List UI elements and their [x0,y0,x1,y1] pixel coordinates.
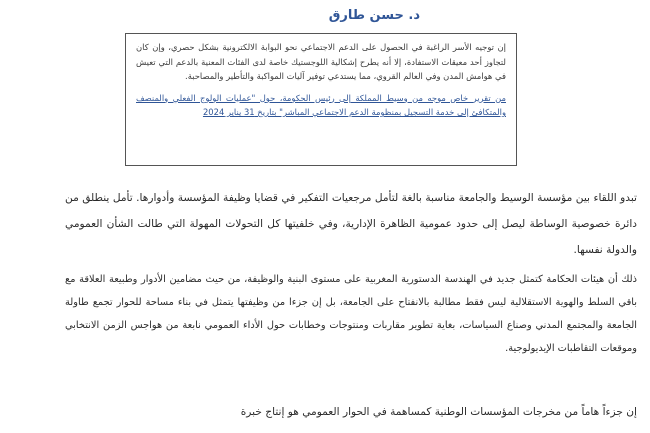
author-name: د. حسن طارق [328,8,420,23]
paragraph-2: ذلك أن هيئات الحكامة كتمثل جديد في الهندسة الدستورية المغربية على مستوى البنية والوظيفة، من حيث مضامين الأدوار وطبيعة العلاقة مع باقي السلط والهوية الاستقلالية ليس فقط مطالبة بالانفتاح على الجامعة، بل إن جزءا من وظيفتها يتمثل في بناء مساحة للحوار تجمع طاولة الجامعة والمجتمع المدني وصناع السياسات، بغاية تطوير مقاربات ومنتوجات وخطابات حول الأداء العمومي نابعة من هواجس الزمن الانتخابي وموقعات التقاطبات الإيديولوجية. [65,274,637,354]
quote-text: إن توجيه الأسر الراغبة في الحصول على الدعم الاجتماعي نحو البوابة الالكترونية بشكل حصري، وإن كان لتجاوز أحد معيقات الاستفادة، إلا أنه يطرح إشكالية اللوجستيك خاصة لدى الفئات المعنية بالدعم التي تعيش في هوامش المدن وفي العالم القروي، مما يستدعي توفير آليات المواكبة والتأطير والمصاحبة. [136,42,506,81]
paragraph-1: تبدو اللقاء بين مؤسسة الوسيط والجامعة مناسبة بالغة لتأمل مرجعيات التفكير في قضايا وظيفة المؤسسة وأدوارها. تأمل ينطلق من دائرة خصوصية الوساطة ليصل إلى حدود عمومية الظاهرة الإدارية، وفي خلفيتها كل التحولات المهولة التي طالت الشأن العمومي والدولة نفسها. [65,192,637,256]
quote-box [125,33,517,166]
quote-source-link[interactable]: من تقرير خاص موجه من وسيط المملكة إلى رئيس الحكومة، حول "عمليات الولوج الفعلي والمنصف والمتكافئ إلى خدمة التسجيل بمنظومة الدعم الاجتماعي المباشر" بتاريخ 31 يناير 2024 [136,92,506,117]
paragraph-3: إن جزءاً هاماً من مخرجات المؤسسات الوطنية كمساهمة في الحوار العمومي هو إنتاج خبرة [240,406,637,418]
